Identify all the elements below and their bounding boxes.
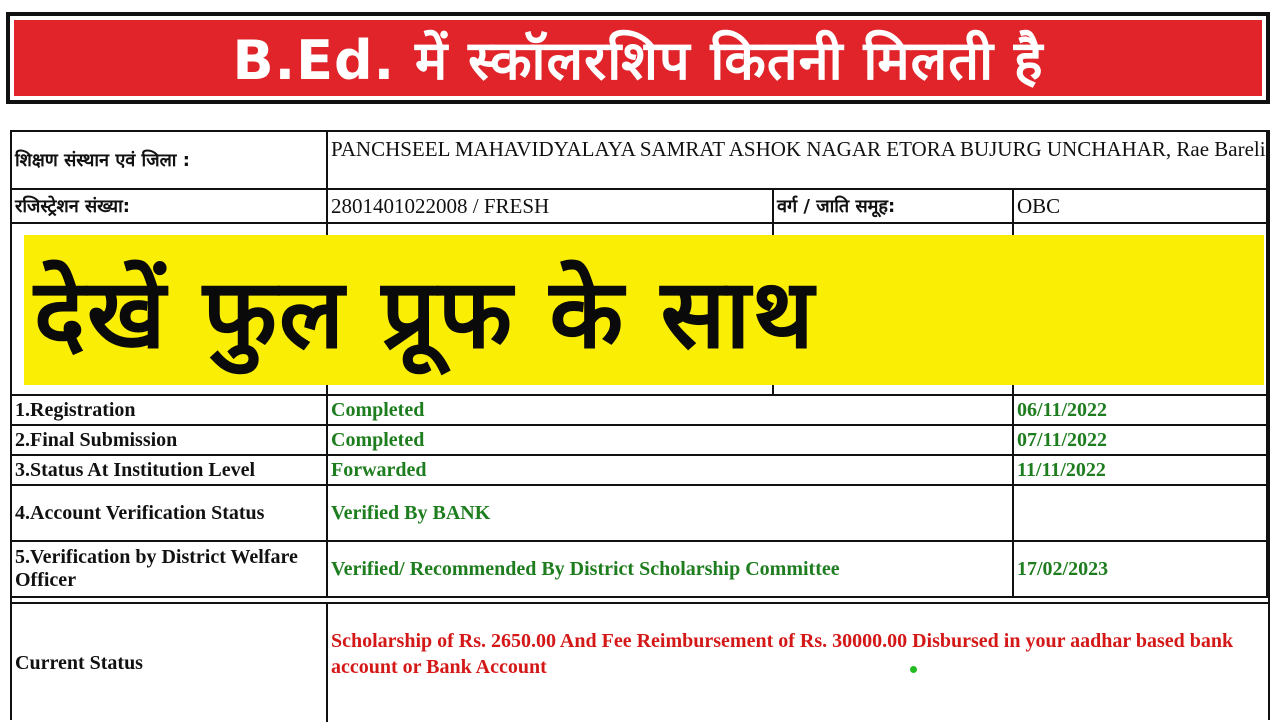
step-final-submission-date: 07/11/2022: [1014, 426, 1268, 456]
step-final-submission-status: Completed: [328, 426, 1014, 456]
step-institution-level-date: 11/11/2022: [1014, 456, 1268, 486]
current-status-value: Scholarship of Rs. 2650.00 And Fee Reimbursement of Rs. 30000.00 Disbursed in your aadhar based bank account or Bank Account: [328, 602, 1268, 722]
step-registration-date: 06/11/2022: [1014, 396, 1268, 426]
registration-label: रजिस्ट्रेशन संख्या:: [12, 190, 328, 224]
category-label: वर्ग / जाति समूह:: [774, 190, 1014, 224]
step-account-verification-date: [1014, 486, 1268, 542]
institution-label: शिक्षण संस्थान एवं जिला :: [12, 132, 328, 190]
green-dot: [910, 666, 917, 673]
step-institution-level-label: 3.Status At Institution Level: [12, 456, 328, 486]
step-district-verification-label: 5.Verification by District Welfare Officer: [12, 542, 328, 598]
proof-overlay-banner: देखें फुल प्रूफ के साथ: [24, 235, 1264, 385]
step-institution-level-status: Forwarded: [328, 456, 1014, 486]
title-banner: B.Ed. में स्कॉलरशिप कितनी मिलती है: [14, 20, 1262, 96]
current-status-label: Current Status: [12, 602, 328, 722]
registration-value: 2801401022008 / FRESH: [328, 190, 774, 224]
step-account-verification-status: Verified By BANK: [328, 486, 1014, 542]
institution-value: PANCHSEEL MAHAVIDYALAYA SAMRAT ASHOK NAGAR ETORA BUJURG UNCHAHAR, Rae Bareli: [328, 132, 1268, 190]
scholarship-status-table: [10, 130, 1270, 720]
step-account-verification-label: 4.Account Verification Status: [12, 486, 328, 542]
step-final-submission-label: 2.Final Submission: [12, 426, 328, 456]
step-district-verification-date: 17/02/2023: [1014, 542, 1268, 598]
step-district-verification-status: Verified/ Recommended By District Scholarship Committee: [328, 542, 1014, 598]
step-registration-label: 1.Registration: [12, 396, 328, 426]
category-value: OBC: [1014, 190, 1268, 224]
step-registration-status: Completed: [328, 396, 1014, 426]
